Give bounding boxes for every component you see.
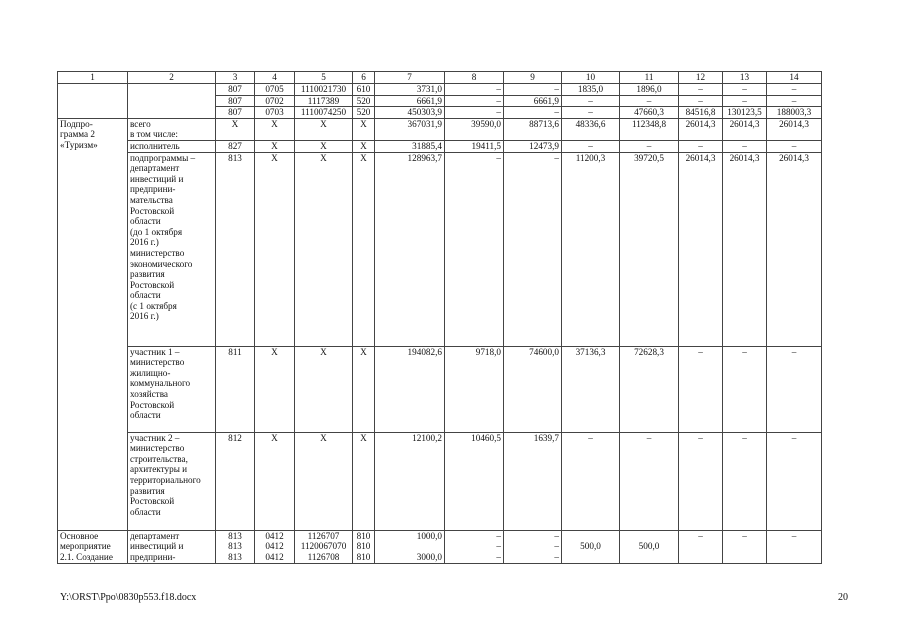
value-text: Х xyxy=(320,346,327,357)
value-text: 811 xyxy=(228,346,242,357)
value-text: 0412 0412 0412 xyxy=(265,530,284,562)
value-text: – xyxy=(698,346,703,357)
value-text: 812 xyxy=(228,432,242,443)
value-text: 813 813 813 xyxy=(228,530,242,562)
value-text: – xyxy=(646,140,652,151)
value-cell xyxy=(216,432,255,530)
executor-cell xyxy=(128,140,216,152)
value-text: – xyxy=(496,84,501,94)
table-row xyxy=(58,118,822,140)
value-text: 1835,0 xyxy=(577,84,604,94)
value-cell xyxy=(620,140,679,152)
value-text: – xyxy=(646,95,652,106)
header-cell: 4 xyxy=(255,72,295,84)
value-cell xyxy=(255,107,295,119)
value-text: 194082,6 xyxy=(407,346,442,357)
value-text: 74600,0 xyxy=(529,346,559,357)
value-cell xyxy=(723,346,767,432)
value-cell xyxy=(445,530,504,563)
value-text: – xyxy=(698,140,703,151)
value-text: Х xyxy=(320,118,327,129)
value-cell xyxy=(216,107,255,119)
value-cell xyxy=(679,346,723,432)
value-text: Х xyxy=(271,118,278,129)
value-text: 810 810 810 xyxy=(356,530,371,562)
value-cell xyxy=(767,152,822,346)
value-cell xyxy=(445,152,504,346)
value-text: 807 xyxy=(228,84,242,94)
value-cell xyxy=(375,530,445,563)
value-cell xyxy=(767,84,822,96)
value-text: 807 xyxy=(228,95,242,106)
value-cell xyxy=(767,118,822,140)
value-text: 827 xyxy=(228,140,242,151)
footer-file-path: Y:\ORST\Ppo\0830p553.f18.docx xyxy=(60,592,197,603)
value-cell xyxy=(375,346,445,432)
value-cell xyxy=(504,346,562,432)
value-text: Х xyxy=(271,152,278,163)
value-text: 72628,3 xyxy=(634,346,664,357)
value-cell xyxy=(504,530,562,563)
value-cell xyxy=(255,140,295,152)
header-cell: 8 xyxy=(445,72,504,84)
value-text: – xyxy=(742,95,747,106)
table-row xyxy=(58,346,822,432)
value-cell xyxy=(445,84,504,96)
value-cell xyxy=(445,346,504,432)
value-text: 500,0 xyxy=(638,541,660,552)
value-text: 88713,6 xyxy=(529,118,559,129)
budget-table xyxy=(57,71,822,564)
value-cell xyxy=(295,140,353,152)
value-text: 520 xyxy=(356,107,371,118)
value-cell xyxy=(445,95,504,107)
program-name-cell xyxy=(58,84,128,119)
value-cell xyxy=(679,84,723,96)
value-cell xyxy=(679,432,723,530)
value-text: – xyxy=(588,140,593,151)
header-cell: 10 xyxy=(562,72,620,84)
value-cell xyxy=(216,530,255,563)
executor-cell xyxy=(128,84,216,119)
value-text: – xyxy=(698,432,703,443)
value-cell xyxy=(353,95,375,107)
value-cell xyxy=(353,530,375,563)
value-cell xyxy=(295,118,353,140)
value-cell xyxy=(255,432,295,530)
table-row xyxy=(58,530,822,563)
value-cell xyxy=(353,432,375,530)
value-text: 6661,9 xyxy=(533,95,559,106)
executor-text: исполнитель xyxy=(130,140,180,151)
value-text: – xyxy=(791,530,797,541)
value-cell xyxy=(216,140,255,152)
value-text: Х xyxy=(320,432,327,443)
value-text: 84516,8 xyxy=(685,107,716,118)
value-cell xyxy=(620,152,679,346)
value-cell xyxy=(620,107,679,119)
value-text: 47660,3 xyxy=(634,107,664,118)
executor-cell xyxy=(128,530,216,563)
value-text: 188003,3 xyxy=(776,107,812,118)
value-cell xyxy=(723,107,767,119)
value-text: – xyxy=(588,107,593,118)
value-text: 26014,3 xyxy=(685,118,716,129)
value-text: 1110074250 xyxy=(300,107,347,118)
value-text: 1110021730 xyxy=(300,84,347,94)
value-text: 610 xyxy=(356,84,371,94)
value-cell xyxy=(504,84,562,96)
value-text: 807 xyxy=(228,107,242,118)
value-text: 520 xyxy=(356,95,371,106)
value-cell xyxy=(353,346,375,432)
value-cell xyxy=(255,530,295,563)
value-cell xyxy=(562,107,620,119)
program-name-cell xyxy=(58,118,128,530)
value-cell xyxy=(620,118,679,140)
value-cell xyxy=(723,84,767,96)
value-cell xyxy=(375,118,445,140)
value-text: – xyxy=(791,432,797,443)
value-cell xyxy=(723,95,767,107)
value-text: – xyxy=(496,95,501,106)
value-text: – xyxy=(496,152,501,163)
header-cell: 1 xyxy=(58,72,128,84)
value-text: 450303,9 xyxy=(407,107,442,118)
table-row xyxy=(58,84,822,96)
value-cell xyxy=(723,118,767,140)
value-text: – xyxy=(554,84,559,94)
value-cell xyxy=(295,107,353,119)
executor-cell xyxy=(128,118,216,140)
value-text: Х xyxy=(271,346,278,357)
value-text: 3731,0 xyxy=(416,84,442,94)
header-row xyxy=(58,72,822,84)
value-text: 1896,0 xyxy=(636,84,662,94)
value-cell xyxy=(504,432,562,530)
value-text: 9718,0 xyxy=(475,346,501,357)
value-cell xyxy=(353,84,375,96)
value-cell xyxy=(504,118,562,140)
value-text: – xyxy=(742,530,747,541)
value-cell xyxy=(255,346,295,432)
value-text: – xyxy=(698,530,703,541)
value-text: – xyxy=(742,346,747,357)
value-cell xyxy=(562,432,620,530)
header-cell: 5 xyxy=(295,72,353,84)
value-cell xyxy=(295,530,353,563)
value-cell xyxy=(353,140,375,152)
value-text: 500,0 xyxy=(580,541,601,552)
value-cell xyxy=(375,95,445,107)
value-cell xyxy=(562,152,620,346)
value-text: 26014,3 xyxy=(729,118,760,129)
value-cell xyxy=(767,95,822,107)
executor-text: департамент инвестиций и предприни- xyxy=(130,530,184,562)
value-cell xyxy=(504,107,562,119)
value-text: 12100,2 xyxy=(412,432,442,443)
value-text: 26014,3 xyxy=(729,152,760,163)
value-cell xyxy=(723,432,767,530)
value-text: 10460,5 xyxy=(471,432,501,443)
value-text: 26014,3 xyxy=(779,118,809,129)
value-text: 1639,7 xyxy=(533,432,559,443)
value-text: – xyxy=(588,432,593,443)
value-text: 37136,3 xyxy=(575,346,606,357)
value-cell xyxy=(295,346,353,432)
table-row xyxy=(58,432,822,530)
value-cell xyxy=(620,84,679,96)
executor-text: участник 2 – министерство строительства, архитектуры и территориального развития Ростовской области xyxy=(130,432,201,517)
value-cell xyxy=(504,152,562,346)
value-text: 1000,0 3000,0 xyxy=(416,530,442,562)
value-text: – xyxy=(742,432,747,443)
value-text: Х xyxy=(360,140,367,151)
value-cell xyxy=(445,140,504,152)
executor-cell xyxy=(128,432,216,530)
value-text: 0703 xyxy=(265,107,284,118)
value-text: 26014,3 xyxy=(779,152,809,163)
value-text: 367031,9 xyxy=(407,118,442,129)
value-cell xyxy=(679,140,723,152)
value-cell xyxy=(295,152,353,346)
value-cell xyxy=(562,84,620,96)
executor-cell xyxy=(128,152,216,346)
value-cell xyxy=(216,118,255,140)
header-cell: 9 xyxy=(504,72,562,84)
value-cell xyxy=(375,152,445,346)
footer-page-number: 20 xyxy=(838,592,848,603)
value-text: 1117389 xyxy=(307,95,340,106)
value-cell xyxy=(620,530,679,563)
program-name-text: Подпро- грамма 2 «Туризм» xyxy=(60,118,98,150)
value-text: Х xyxy=(360,346,367,357)
value-text: 0705 xyxy=(265,84,284,94)
value-text: – xyxy=(554,152,559,163)
value-cell xyxy=(723,152,767,346)
value-text: – xyxy=(791,95,797,106)
header-cell: 13 xyxy=(723,72,767,84)
value-cell xyxy=(375,107,445,119)
header-cell: 12 xyxy=(679,72,723,84)
value-cell xyxy=(562,118,620,140)
value-text: – xyxy=(588,95,593,106)
value-text: – xyxy=(646,432,652,443)
program-name-cell xyxy=(58,530,128,563)
value-text: 813 xyxy=(228,152,242,163)
value-text: Х xyxy=(360,152,367,163)
value-cell xyxy=(216,95,255,107)
value-text: Х xyxy=(360,118,367,129)
value-cell xyxy=(375,140,445,152)
header-cell: 3 xyxy=(216,72,255,84)
value-cell xyxy=(767,346,822,432)
value-cell xyxy=(295,95,353,107)
value-cell xyxy=(216,346,255,432)
value-cell xyxy=(445,118,504,140)
value-cell xyxy=(255,84,295,96)
value-cell xyxy=(679,152,723,346)
value-text: – – – xyxy=(554,530,559,562)
value-cell xyxy=(295,84,353,96)
value-cell xyxy=(216,152,255,346)
executor-text: участник 1 – министерство жилищно- коммунального хозяйства Ростовской области xyxy=(130,346,191,421)
value-cell xyxy=(679,118,723,140)
value-text: 39720,5 xyxy=(634,152,664,163)
value-text: 128963,7 xyxy=(407,152,442,163)
value-text: Х xyxy=(360,432,367,443)
value-text: – xyxy=(791,84,797,94)
value-text: 31885,4 xyxy=(412,140,442,151)
value-cell xyxy=(679,107,723,119)
header-cell: 2 xyxy=(128,72,216,84)
header-cell: 6 xyxy=(353,72,375,84)
value-cell xyxy=(353,152,375,346)
value-text: – – – xyxy=(496,530,501,562)
value-text: 6661,9 xyxy=(416,95,442,106)
executor-cell xyxy=(128,346,216,432)
value-text: – xyxy=(698,84,703,94)
value-text: 19411,5 xyxy=(471,140,501,151)
value-cell xyxy=(767,432,822,530)
value-cell xyxy=(353,107,375,119)
value-text: 0702 xyxy=(265,95,284,106)
value-cell xyxy=(295,432,353,530)
value-cell xyxy=(620,346,679,432)
value-cell xyxy=(767,107,822,119)
program-name-text: Основное мероприятие 2.1. Создание xyxy=(60,530,113,562)
value-text: 112348,8 xyxy=(631,118,667,129)
value-cell xyxy=(679,95,723,107)
value-cell xyxy=(445,432,504,530)
value-text: 39590,0 xyxy=(471,118,501,129)
value-text: – xyxy=(698,95,703,106)
value-cell xyxy=(375,84,445,96)
value-text: – xyxy=(742,140,747,151)
value-cell xyxy=(723,140,767,152)
value-text: 26014,3 xyxy=(685,152,716,163)
value-text: – xyxy=(791,346,797,357)
value-text: 12473,9 xyxy=(529,140,559,151)
value-cell xyxy=(562,530,620,563)
value-text: – xyxy=(791,140,797,151)
value-cell xyxy=(620,432,679,530)
value-text: 11200,3 xyxy=(575,152,606,163)
value-text: 48336,6 xyxy=(575,118,606,129)
value-cell xyxy=(445,107,504,119)
header-cell: 11 xyxy=(620,72,679,84)
value-cell xyxy=(767,530,822,563)
value-cell xyxy=(504,95,562,107)
table-row xyxy=(58,140,822,152)
header-cell: 7 xyxy=(375,72,445,84)
value-cell xyxy=(255,118,295,140)
header-cell: 14 xyxy=(767,72,822,84)
value-cell xyxy=(562,95,620,107)
value-text: – xyxy=(496,107,501,118)
value-cell xyxy=(562,346,620,432)
value-text: Х xyxy=(271,432,278,443)
value-text: Х xyxy=(320,140,327,151)
value-cell xyxy=(767,140,822,152)
value-text: 130123,5 xyxy=(727,107,762,118)
value-text: Х xyxy=(271,140,278,151)
value-text: Х xyxy=(231,118,239,129)
executor-text: подпрограммы – департамент инвестиций и предприни- мательства Ростовской области (до 1 октября 2016 г.) министерство экономического развития Ростовской области (с 1 октября 2016 г.) xyxy=(130,152,196,322)
value-cell xyxy=(216,84,255,96)
value-text: – xyxy=(554,107,559,118)
value-cell xyxy=(375,432,445,530)
value-cell xyxy=(679,530,723,563)
executor-text: всего в том числе: xyxy=(130,118,178,140)
table-row xyxy=(58,152,822,346)
value-text: Х xyxy=(320,152,327,163)
value-cell xyxy=(723,530,767,563)
value-text: – xyxy=(742,84,747,94)
value-cell xyxy=(255,152,295,346)
value-cell xyxy=(562,140,620,152)
value-text: 1126707 1120067070 1126708 xyxy=(300,530,347,562)
value-cell xyxy=(504,140,562,152)
value-cell xyxy=(620,95,679,107)
value-cell xyxy=(353,118,375,140)
value-cell xyxy=(255,95,295,107)
